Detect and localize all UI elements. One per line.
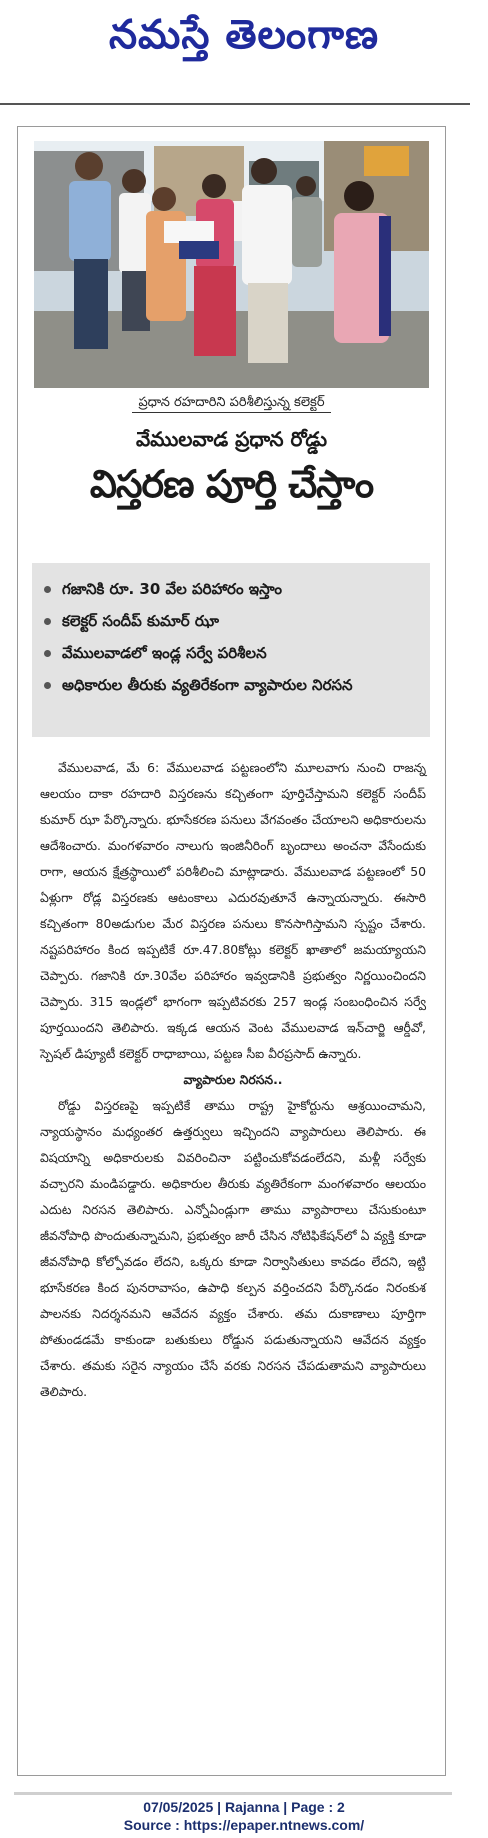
highlight-item: గజానికి రూ. 30 వేల పరిహారం ఇస్తాం <box>32 577 430 601</box>
footer-divider <box>14 1792 452 1795</box>
article-paragraph: వేములవాడ, మే 6: వేములవాడ పట్టణంలోని మూలవాగు నుంచి రాజన్న ఆలయం దాకా రహదారి విస్తరణను కచ్చితంగా పూర్తిచేస్తామని కలెక్టర్ సందీప్ కుమార్ ఝా పేర్కొన్నారు. భూసేకరణ పనులు వేగవంతం చేయాలని అధికారులను ఆదేశించారు. మంగళవారం నాలుగు ఇంజినీరింగ్ బృందాలు అంచనా వేసేందుకు రాగా, ఆయన క్షేత్రస్థాయిలో పరిశీలించి మాట్లాడారు. వేములవాడ పట్టణంలో 50 ఏళ్లుగా రోడ్ల విస్తరణకు ఆటంకాలు ఎదురవుతూనే ఉన్నాయన్నారు. ఈసారి కచ్చితంగా 80అడుగుల మేర విస్తరణ పనులు కొనసాగిస్తామని స్పష్టం చేశారు. నష్టపరిహారం కింద ఇప్పటికే రూ.47.80కోట్లు కలెక్టర్ ఖాతాలో జమయ్యాయని చెప్పారు. గజానికి రూ.30వేల పరిహారం ఇవ్వడానికి ప్రభుత్వం నిర్ణయించిందని చెప్పారు. 315 ఇండ్లలో భాగంగా ఇప్పటివరకు 257 ఇండ్ల సంబంధించిన సర్వే పూర్తయిందని తెలిపారు. ఇక్కడ ఆయన వెంట వేములవాడ ఇన్‌చార్జి ఆర్డీవో, స్పెషల్ డిప్యూటీ కలెక్టర్ రాధాబాయి, పట్టణ సీఐ వీరప్రసాద్ ఉన్నారు. <box>40 760 426 1061</box>
page-footer <box>0 1798 488 1834</box>
article-headline: విస్తరణ పూర్తి చేస్తాం <box>89 462 374 506</box>
article-body <box>40 755 426 1405</box>
highlights-box <box>32 563 430 737</box>
highlight-item: అధికారుల తీరుకు వ్యతిరేకంగా వ్యాపారుల నిరసన <box>32 673 430 697</box>
highlight-item: కలెక్టర్ సందీప్ కుమార్ ఝా <box>32 609 430 633</box>
article-paragraph: రోడ్డు విస్తరణపై ఇప్పటికే తాము రాష్ట్ర హైకోర్టును ఆశ్రయించామని, న్యాయస్థానం మధ్యంతర ఉత్తర్వులు ఇచ్చిందని వ్యాపారులు తెలిపారు. ఈ విషయాన్ని అధికారులకు వివరించినా పట్టించుకోవడంలేదని, మళ్లీ సర్వేకు వచ్చారని మండిపడ్డారు. అధికారుల తీరుకు వ్యతిరేకంగా మంగళవారం ఆలయం ఎదుట నిరసన తెలిపారు. ఎన్నోఏండ్లుగా తాము వ్యాపారాలు చేసుకుంటూ జీవనోపాధి పొందుతున్నామని, ప్రభుత్వం జారీ చేసిన నోటిఫికేషన్‌లో ఏ వ్యక్తి కూడా జీవనోపాధి కోల్పోవడం లేదని, ఒక్కరు కూడా నిర్వాసితులు కావడం లేదని, ఇట్టి భూసేకరణ కింద పునరావాసం, ఉపాధి కల్పన వర్తించదని పేర్కొనడం నిరంకుశ పాలనకు నిదర్శనమని ఆవేదన వ్యక్తం చేశారు. తమ దుకాణాలు పూర్తిగా పోతుండడమే కాకుండా బతుకులు రోడ్డున పడుతున్నాయని ఆవేదన వ్యక్తం చేశారు. తమకు సరైన న్యాయం చేసే వరకు నిరసన చేపడుతామని వ్యాపారులు తెలిపారు. <box>40 1098 426 1399</box>
newspaper-logo: నమస్తే తెలంగాణ <box>108 12 380 58</box>
source-link[interactable]: Source : https://epaper.ntnews.com/ <box>123 1817 365 1833</box>
masthead <box>0 0 488 98</box>
photo-caption <box>18 395 445 413</box>
highlight-item: వేములవాడలో ఇండ్ల సర్వే పరిశీలన <box>32 641 430 665</box>
edition-info: 07/05/2025 | Rajanna | Page : 2 <box>143 1799 345 1815</box>
news-photo <box>34 141 429 388</box>
article-kicker: వేములవాడ ప్రధాన రోడ్డు <box>135 427 328 451</box>
masthead-divider <box>0 103 470 105</box>
article-subhead: వ్యాపారుల నిరసన.. <box>183 1072 283 1087</box>
photo-caption-text: ప్రధాన రహదారిని పరిశీలిస్తున్న కలెక్టర్ <box>132 395 330 413</box>
article-frame <box>17 126 446 1776</box>
